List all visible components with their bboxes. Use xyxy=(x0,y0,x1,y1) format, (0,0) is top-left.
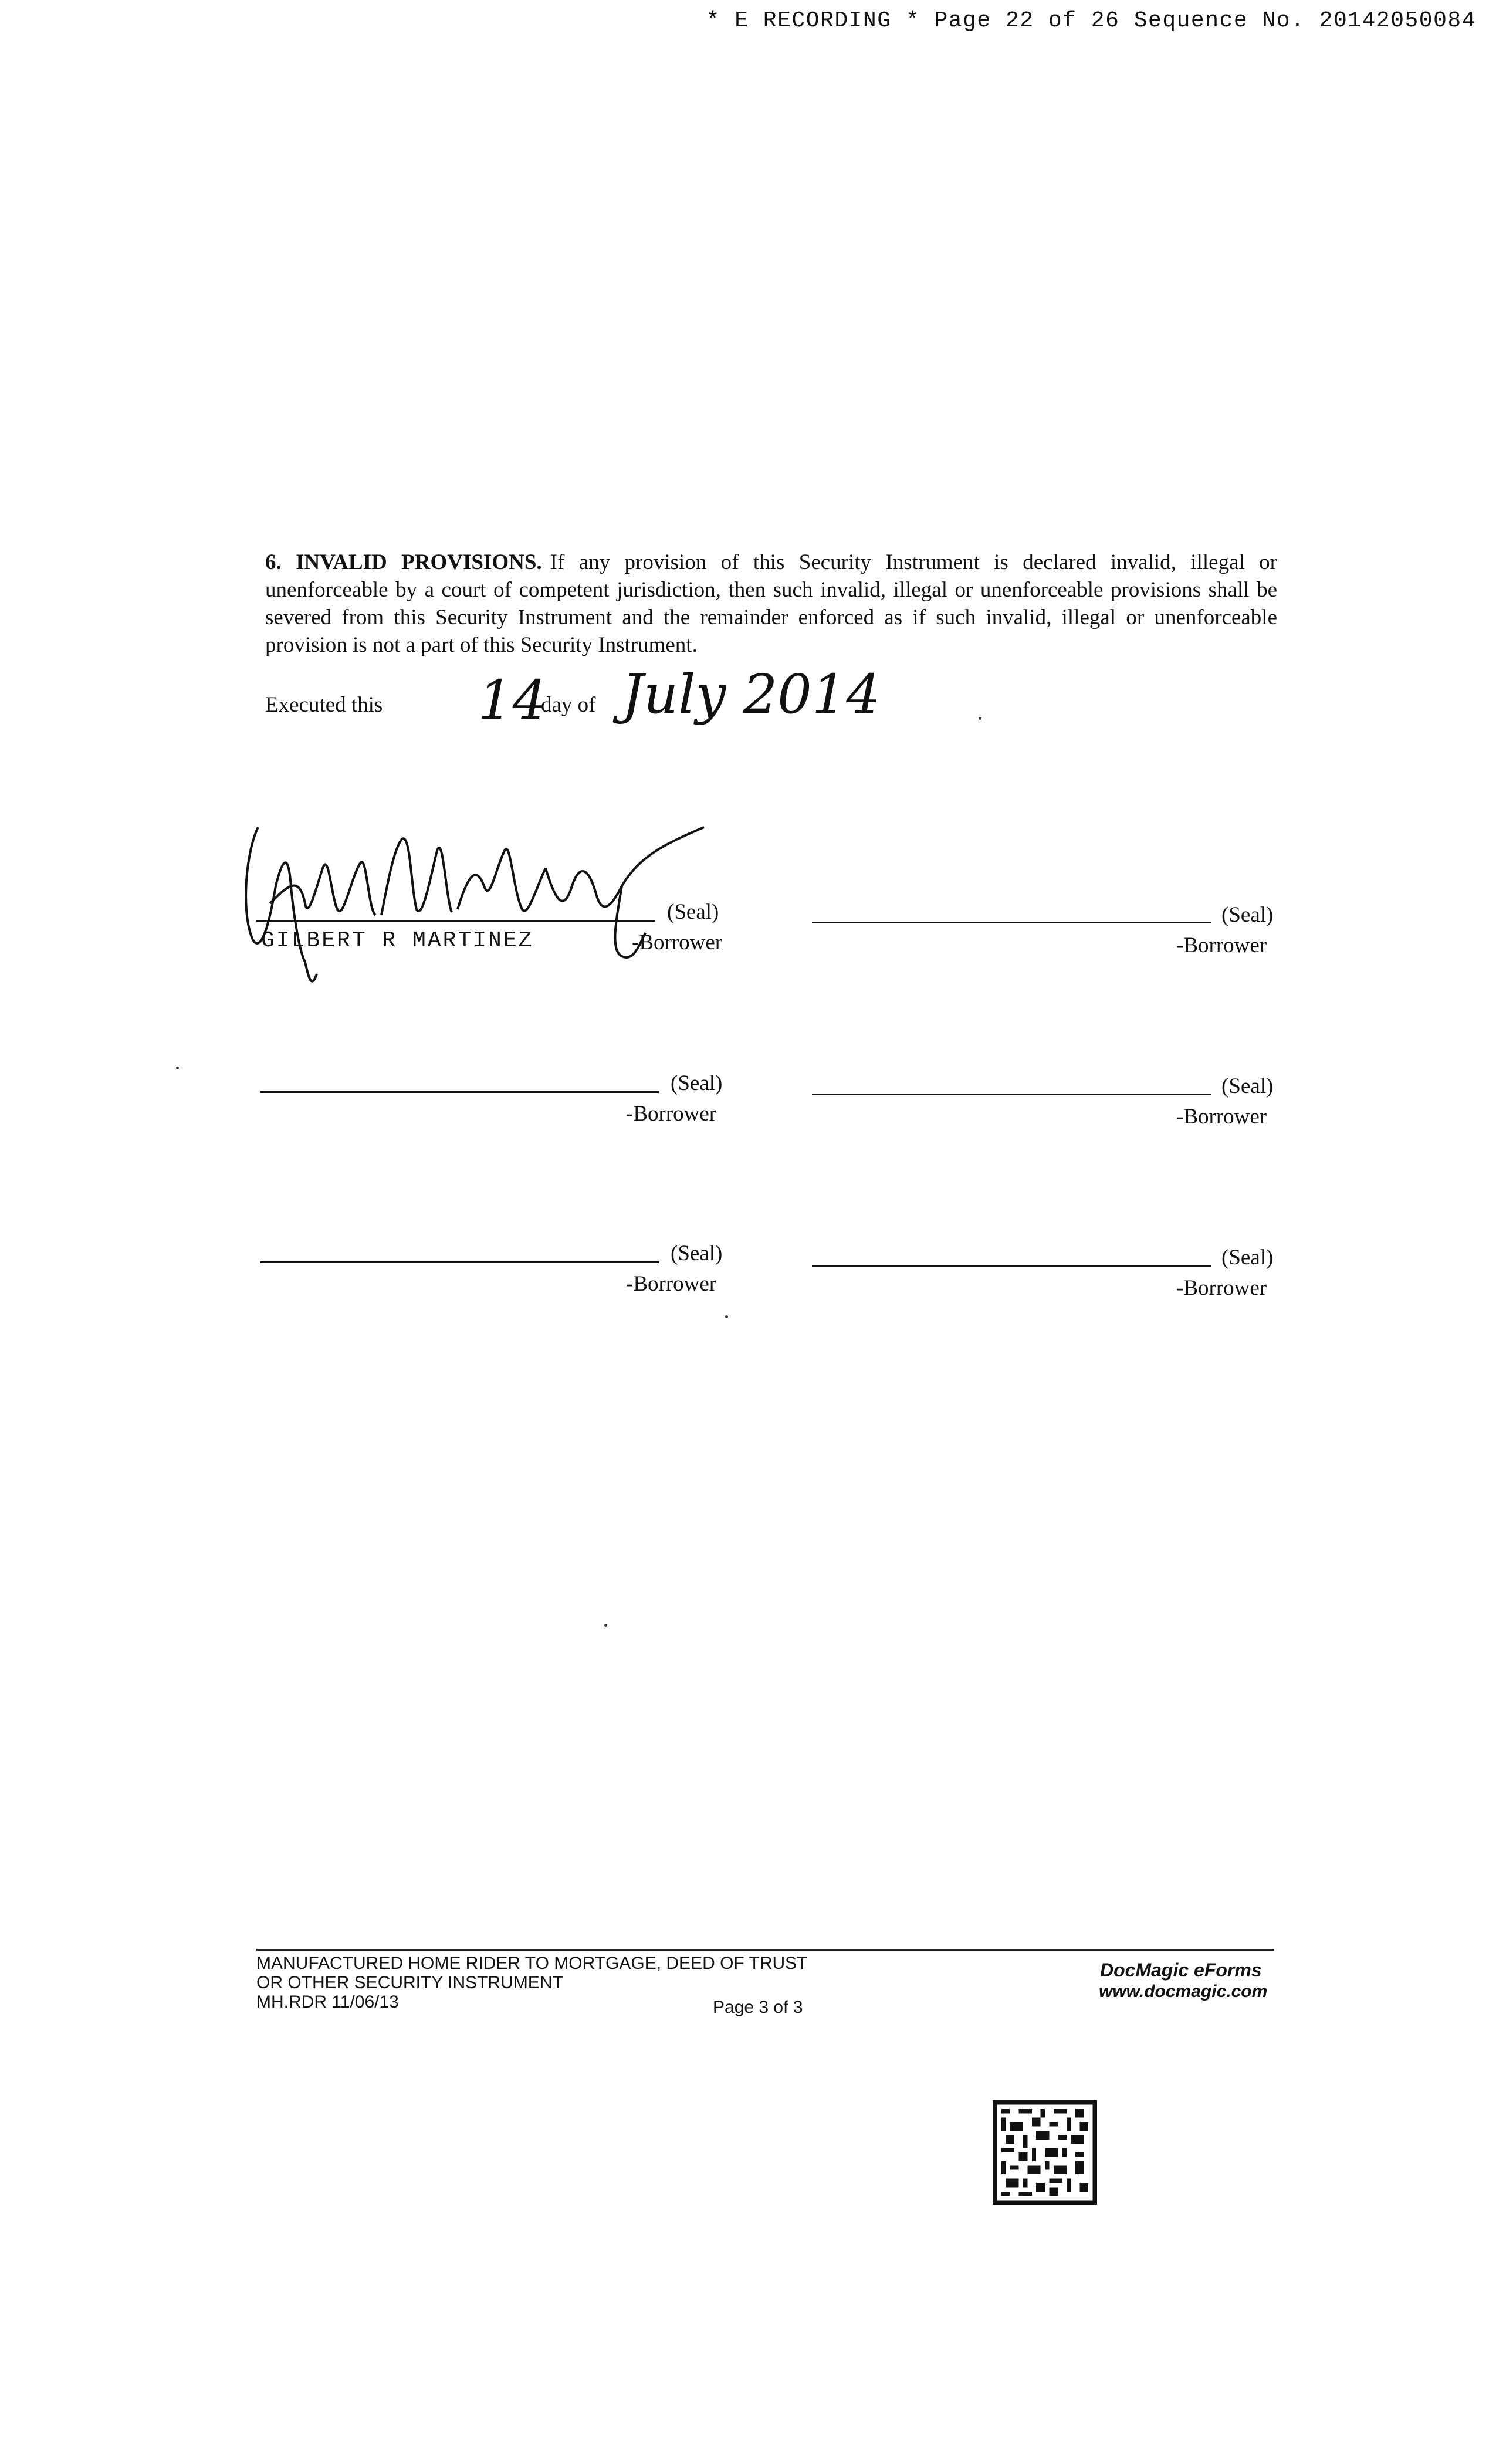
borrower-printed-name: GILBERT R MARTINEZ xyxy=(261,928,534,953)
footer-rule xyxy=(256,1949,1274,1951)
seal-label: (Seal) xyxy=(671,1241,723,1265)
borrower-label: -Borrower xyxy=(626,1272,717,1296)
handwritten-day: 14 xyxy=(478,669,547,732)
stray-mark xyxy=(604,1624,607,1627)
signature-line xyxy=(812,922,1211,923)
barcode-icon xyxy=(993,2100,1097,2205)
footer-form-code: MH.RDR 11/06/13 xyxy=(256,1992,399,2012)
executed-label: Executed this xyxy=(265,693,383,717)
signature-line xyxy=(812,1094,1211,1095)
footer-form-title-line2: OR OTHER SECURITY INSTRUMENT xyxy=(256,1973,563,1992)
docmagic-website: www.docmagic.com xyxy=(1099,1982,1268,2001)
seal-label: (Seal) xyxy=(1221,1074,1274,1098)
signature-line xyxy=(260,1091,659,1093)
day-of-label: day of xyxy=(541,693,596,717)
seal-label: (Seal) xyxy=(667,900,719,924)
docmagic-logo: DocMagic eForms xyxy=(1100,1959,1262,1981)
footer-form-title-line1: MANUFACTURED HOME RIDER TO MORTGAGE, DEED OF TRUST xyxy=(256,1954,808,1973)
borrower-label: -Borrower xyxy=(1176,1276,1267,1300)
seal-label: (Seal) xyxy=(1221,1245,1274,1270)
stray-mark xyxy=(176,1067,179,1069)
invalid-provisions-section xyxy=(265,549,1277,659)
handwritten-month-year: July 2014 xyxy=(622,663,881,726)
stray-mark xyxy=(979,717,981,720)
signature-line xyxy=(256,920,655,922)
footer-page-label: Page 3 of 3 xyxy=(713,1998,803,2017)
borrower-label: -Borrower xyxy=(1176,1105,1267,1129)
borrower-label: -Borrower xyxy=(632,930,723,955)
borrower-label: -Borrower xyxy=(626,1102,717,1126)
signature-line xyxy=(260,1261,659,1263)
seal-label: (Seal) xyxy=(671,1071,723,1095)
recording-header: * E RECORDING * Page 22 of 26 Sequence No. 20142050084 xyxy=(706,8,1476,33)
section-body: If any provision of this Security Instrument is declared invalid, illegal or unenforceable by a court of competent jurisdiction, then such invalid, illegal or unenforceable provisions shall be severed from this Security Instrument and the remainder enforced as if such invalid, illegal or unenforceable provision is not a part of this Security Instrument. xyxy=(265,550,1277,657)
section-heading: 6. INVALID PROVISIONS. xyxy=(265,550,542,574)
borrower-signature xyxy=(235,815,739,986)
borrower-label: -Borrower xyxy=(1176,933,1267,957)
stray-mark xyxy=(725,1315,728,1318)
seal-label: (Seal) xyxy=(1221,903,1274,927)
signature-line xyxy=(812,1265,1211,1267)
